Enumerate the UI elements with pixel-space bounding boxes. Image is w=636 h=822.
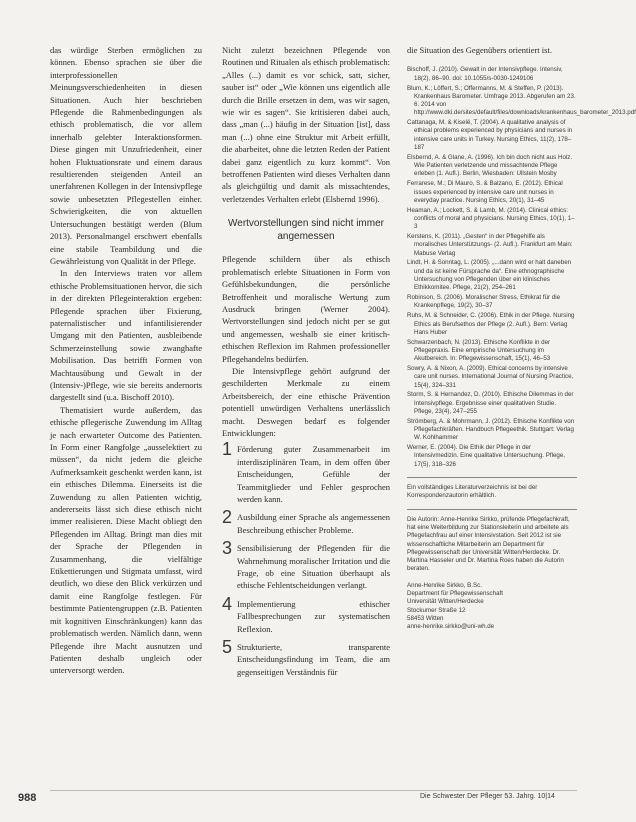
divider [407, 509, 577, 510]
list-number: 5 [222, 637, 233, 658]
reference-item: Strömberg, A. & Mohrmann, J. (2012). Ethische Konflikte von Pflegefachkräften. Handbuch Pflegeethik. Stuttgart: Verlag W. Kohlhammer [407, 417, 575, 442]
footer-divider [50, 790, 577, 791]
list-item [222, 507, 390, 536]
reference-item: Storm, S. & Hernandez, D. (2010). Ethische Dilemmas in der Intensivpflege. Ergebnisse einer qualitativen Studie. Pflege, 23(4), 247–255 [407, 391, 574, 415]
paragraph: Thematisiert wurde außerdem, das ethische pflegerische Zuwendung im Alltag je nach erwarteter Outcome des Patienten. In Form einer Rangfolge „ausselektiert zu müssen“, da nicht jedem die gleiche Aufmerksamkeit geschenkt werden kann, ist ein ethisches Dilemma. Einerseits ist die Zuwendung zu allen Patienten wichtig, andererseits lässt sich diese ethisch nicht immer realisieren. Diese Macht obliegt den Pflegenden im Alltag. Bringt man dies mit der Sprache der Pflegenden in Zusammenhang, die vielfältige Etikettierungen und Stigmata umfasst, wird deutlich, wo diese den Blick verkürzen und damit eine Rangfolge festlegen. Für bestimmte Patientengruppen (z.B. Patienten mit kognitiven Einschränkungen) kann das problematisch werden. Nämlich dann, wenn Pflegende ihre Macht ausnutzen und Patienten deshalb ungleich oder unterversorgt werden. [50, 404, 202, 676]
continuation-text: die Situation des Gegenübers orientiert ist. [407, 45, 552, 55]
section-heading: Wertvorstellungen sind nicht immer angemessen [228, 218, 384, 243]
reference-item: Blum, K.; Löffert, S.; Offermanns, M. & Steffen, P. (2013). Krankenhaus Barometer. Umfrage 2013. Abgerufen am 23. 6. 2014 von http://www.dki.de/sites/default/files/downloads/krankenhaus_barometer_2013.pdf [407, 84, 636, 117]
divider [407, 477, 577, 478]
list-number: 1 [222, 439, 233, 460]
contact-line: Anne-Henrike Sirkko, B.Sc. [407, 581, 482, 589]
list-item-text: Strukturierte, transparente Entscheidungsfindung im Team, die am gegenseitigen Verständnis für [237, 642, 390, 677]
reference-item: Cattanaga, M. & Kiselë, T. (2004). A qualitative analysis of ethical problems experienced by physicians and nurses in intensive care units in Turkey. Nursing Ethics, 11(2), 178–187 [407, 119, 573, 152]
contact-email: anne-henrike.sirkko@uni-wh.de [407, 623, 495, 631]
list-item-text: Sensibilisierung der Pflegenden für die Wahrnehmung moralischer Irritation und die Frage, ob eine Situation überhaupt als ethische Fehlentscheidungen verlangt. [237, 543, 390, 591]
reference-item: Bischoff, J. (2010). Gewalt in der Intensivpflege. Intensiv, 18(2), 86–90. doi: 10.1055/s-0030-1249106 [407, 66, 563, 82]
list-item-text: Förderung guter Zusammenarbeit im interdisziplinären Team, in dem offen über Entscheidungen, Gefühle der Teammitglieder und Fehler gesprochen werden kann. [237, 444, 390, 504]
list-item [222, 593, 390, 635]
numbered-list [222, 439, 390, 678]
column-1 [50, 44, 202, 677]
reference-item: Elsbernd, A. & Glane, A. (1996). Ich bin doch nicht aus Holz. Wie Patienten verletzende und missachtende Pflege erleben (1. Aufl.). Berlin, Wiesbaden: Ullstein Mosby [407, 153, 573, 178]
list-item [222, 439, 390, 505]
reference-item: Werner, E. (2004). Die Ethik der Pflege in der Intensivmedizin. Eine qualitative Untersuchung. Pflege, 17(5), 318–326 [407, 444, 565, 468]
list-number: 4 [222, 593, 233, 614]
author-bio: Die Autorin: Anne-Henrike Sirkko, prüfende Pflegefachkraft, hat eine Weiterbildung zur Stationsleiterin und arbeitete als Pflegefachfrau auf einer Intensivstation. Seit 2012 ist sie wissenschaftliche Mitarbeiterin am Department für Pflegewissenschaft der Universität Witten/Herdecke. Dr. Martina Hasseler und Dr. Martina Roes haben die Autorin beraten. [407, 515, 570, 573]
contact-line: Department für Pflegewissenschaft [407, 590, 503, 598]
list-number: 3 [222, 538, 233, 559]
reference-item: Kerstens, K. (2011). „Gesten“ in der Pflegehilfe als moralisches Unterstützungs- (2. Aufl.). Frankfurt am Main: Mabuse Verlag [407, 233, 573, 257]
reference-item: Heaman, A.; Lockett, S. & Lamb, M. (2014). Clinical ethics: conflicts of moral and physicians. Nursing Ethics, 10(1), 1–3 [407, 206, 575, 231]
list-item-text: Implementierung ethischer Fallbesprechungen zur systematischen Reflexion. [237, 598, 390, 634]
paragraph: das würdige Sterben ermöglichen zu können. Ebenso sprachen sie über die interprofessionellen Meinungsverschiedenheiten in diesen Situationen. Auch hier beschrieben Pflegende die Rahmenbedingungen als ethisch problematisch, die vor allem innerhalb gelebter Interaktionsformen. Diese gingen mit Unzufriedenheit, einer hohen Fluktuationsrate und einem daraus resultierenden steigenden Anteil an unerfahrenen Kollegen in der Intensivpflege sowie unbesetzten Pflegestellen einher. Schwierigkeiten, die von aktuellen Untersuchungen bestätigt werden (Blum 2013). Personalmangel erschwert ebenfalls eine stabile Teambildung und die Gewährleistung von Qualität in der Pflege. [50, 45, 202, 266]
paragraph: Die Intensivpflege gehört aufgrund der geschilderten Merkmale zu einem Arbeitsbereich, der eine ethische Prävention potentiell unwürdigen Verhaltens unerlässlich macht. Deswegen bedarf es folgender Entwicklungen: [222, 365, 390, 438]
reference-item: Robinson, S. (2006). Moralischer Stress, Ethikrat für die Krankenpflege, 19(2), 30–37 [407, 294, 561, 310]
list-number: 2 [222, 507, 233, 528]
reference-item: Lindt, H. & Sonntag, L. (2005). „...dann wird er halt daneben und da ist keine Fürsprache da“. Eine ethnographische Untersuchung von Pflegenden über ein klinisches Ethikkomitee. Pflege, 21(2), 254–261 [407, 259, 572, 292]
list-item [222, 538, 390, 592]
reference-item: Ruhs, M. & Schneider, C. (2006). Ethik in der Pflege. Nursing Ethics als Berufsethos der Pflege (2. Aufl.). Bern: Verlag Hans Huber [407, 312, 575, 336]
contact-line: 58453 Witten [407, 614, 444, 622]
literature-note: Ein vollständiges Literaturverzeichnis ist bei der Korrespondenzautorin erhältlich. [407, 484, 538, 500]
paragraph: Nicht zuletzt bezeichnen Pflegende von Routinen und Ritualen als ethisch problematisch: „Alles (...) damit es vor schick, satt, sicher, sauber ist“ oder „Wie können uns eigentlich alle durch die Brille ersetzen in dem, was wir sagen, wie wir es sagen“. Sie kritisieren dabei auch, dass „man (...) häufig in der Situation [ist], dass man (...) ohne eine Struktur mit Arbeit erfüllt, die abarbeitet, ohne die letzten Reden der Patient dabei ganz eigentlich zu kurz kommt“. Von betroffenen Patienten wird dieses Verhalten dann als gleichgültig und damit als missachtendes, verletzendes Verhalten erlebt (Elsbernd 1996). [222, 45, 390, 204]
contact-line: Stockumer Straße 12 [407, 606, 466, 614]
journal-footer: Die Schwester Der Pfleger 53. Jahrg. 10|14 [420, 793, 555, 800]
list-item [222, 637, 390, 678]
paragraph: Pflegende schildern über als ethisch problematisch erlebte Situationen in Form von Gefühlsbekundungen, die persönliche Betroffenheit und moralische Wertung zum Ausdruck bringen (Werner 2004). Wertvorstellungen sind jedoch nicht per se gut und angemessen, weshalb sie einer kritisch-ethischen Reflexion im Rahmen professioneller Pflegehandelns bedürfen. [222, 254, 390, 364]
column-3 [407, 44, 636, 632]
contact-line: Universität Witten/Herdecke [407, 598, 484, 606]
page-number: 988 [18, 792, 37, 804]
reference-item: Ferrarese, M.; Di Mauro, S. & Balzano, E. (2012). Ethical issues experienced by intensive care unit nurses in everyday practice. Nursing Ethics, 20(1), 31–45 [407, 180, 563, 204]
list-item-text: Ausbildung einer Sprache als angemessenen Beschreibung ethischer Probleme. [237, 512, 390, 535]
contact-block [407, 582, 577, 632]
reference-item: Sowry, A. & Nixon, A. (2009). Ethical concerns by intensive care unit nurses. International Journal of Nursing Practice, 15(4), 324–331 [407, 365, 574, 389]
paragraph: In den Interviews traten vor allem ethische Problemsituationen hervor, die sich in der direkten Pflegeinteraktion ergeben: Pflegende sprachen über Fixierung, paternalistischer und infantilisierender Umgang mit den Patienten, ausbleibende Schmerzeinstellung sowie zwanghafte Mobilisation. Das betrifft Formen von Machtausübung und Gewalt in der (Intensiv-)Pflege, wie sie bereits andernorts dargestellt sind (u.a. Bischoff 2010). [50, 268, 202, 403]
reference-item: Schwarzenbach, N. (2013). Ethische Konflikte in der Pflegepraxis. Eine empirische Untersuchung im Akutbereich. In: Pflegewissenschaft, 15(1), 46–53 [407, 338, 551, 363]
column-2 [222, 44, 390, 684]
reference-list [407, 66, 636, 469]
